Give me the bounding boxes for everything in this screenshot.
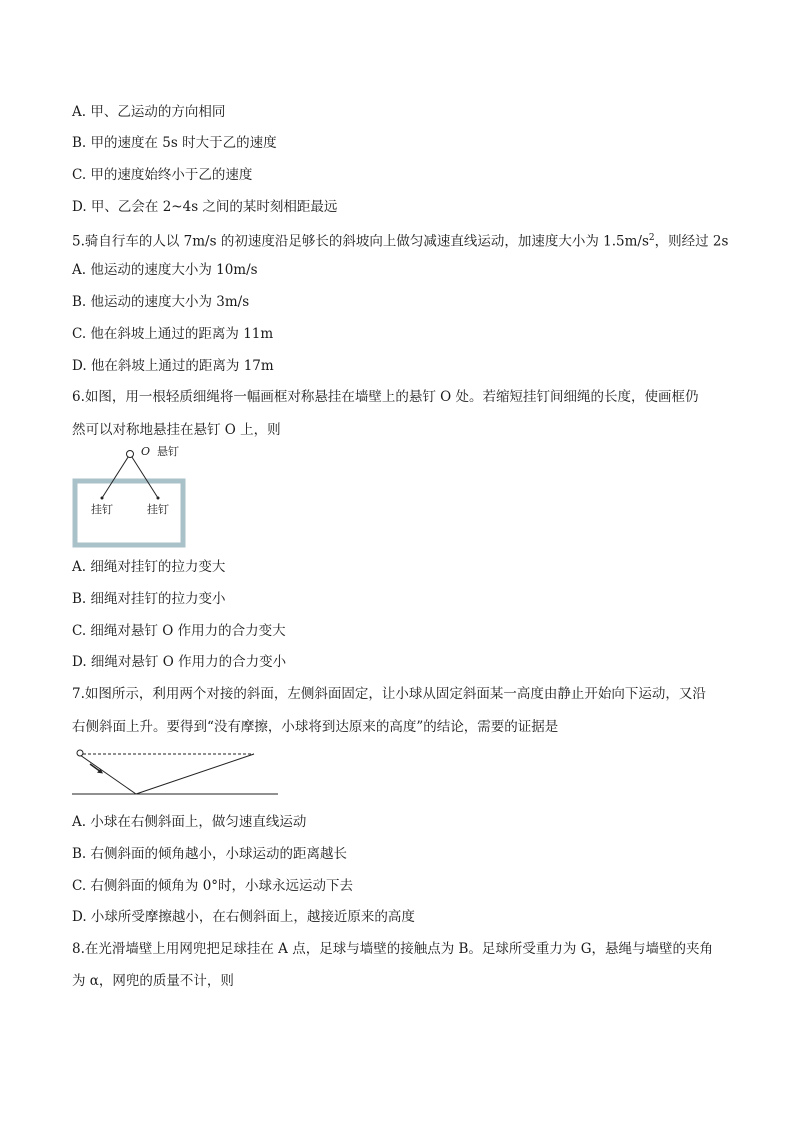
q6-stem-line2: 然可以对称地悬挂在悬钉 O 上，则 — [72, 422, 281, 438]
right-slope — [136, 754, 254, 794]
string-right — [130, 454, 158, 498]
q4-option-c: C. 甲的速度始终小于乙的速度 — [72, 167, 253, 183]
q4-option-a: A. 甲、乙运动的方向相同 — [72, 104, 226, 120]
q7-option-a: A. 小球在右侧斜面上，做匀速直线运动 — [72, 814, 307, 830]
hook-nail-o — [127, 451, 134, 458]
q6-option-c: C. 细绳对悬钉 O 作用力的合力变大 — [72, 623, 286, 639]
q7-stem-line1: 7.如图所示，利用两个对接的斜面，左侧斜面固定，让小球从固定斜面某一高度由静止开始向下运动，又沿 — [72, 686, 706, 702]
string-left — [102, 454, 130, 498]
label-hook: 悬钉 — [157, 445, 179, 458]
q6-picture-frame-figure — [70, 444, 190, 552]
ball — [77, 750, 83, 756]
q4-option-b: B. 甲的速度在 5s 时大于乙的速度 — [72, 135, 277, 151]
q5-stem — [72, 229, 728, 251]
q5-stem-tail: ，则经过 2s — [654, 233, 729, 250]
peg-right — [157, 497, 160, 500]
peg-left — [101, 497, 104, 500]
q7-option-b: B. 右侧斜面的倾角越小，小球运动的距离越长 — [72, 846, 348, 862]
q4-option-d: D. 甲、乙会在 2~4s 之间的某时刻相距最远 — [72, 199, 338, 215]
label-peg-left: 挂钉 — [91, 503, 113, 516]
label-o: O — [141, 445, 151, 458]
q5-option-a: A. 他运动的速度大小为 10m/s — [72, 262, 258, 278]
q5-option-d: D. 他在斜坡上通过的距离为 17m — [72, 358, 274, 374]
q8-stem-line1: 8.在光滑墙壁上用网兜把足球挂在 A 点，足球与墙壁的接触点为 B。足球所受重力为 G，悬绳与墙壁的夹角 — [72, 941, 713, 957]
q7-option-d: D. 小球所受摩擦越小，在右侧斜面上，越接近原来的高度 — [72, 909, 415, 925]
q7-stem-line2: 右侧斜面上升。要得到“没有摩擦，小球将到达原来的高度”的结论，需要的证据是 — [72, 719, 559, 735]
q6-option-b: B. 细绳对挂钉的拉力变小 — [72, 591, 226, 607]
q7-inclined-planes-figure — [70, 744, 284, 798]
q8-stem-line2: 为 α，网兜的质量不计，则 — [72, 973, 234, 989]
label-peg-right: 挂钉 — [147, 503, 169, 516]
q7-option-c: C. 右侧斜面的倾角为 0°时，小球永远运动下去 — [72, 878, 354, 894]
q5-option-c: C. 他在斜坡上通过的距离为 11m — [72, 326, 274, 342]
q6-option-d: D. 细绳对悬钉 O 作用力的合力变小 — [72, 654, 287, 670]
q6-stem-line1: 6.如图，用一根轻质细绳将一幅画框对称悬挂在墙壁上的悬钉 O 处。若缩短挂钉间细绳的长度，使画框仍 — [72, 389, 699, 405]
q6-option-a: A. 细绳对挂钉的拉力变大 — [72, 559, 226, 575]
left-slope — [80, 755, 136, 794]
q5-option-b: B. 他运动的速度大小为 3m/s — [72, 294, 250, 310]
q5-stem-main: 5.骑自行车的人以 7m/s 的初速度沿足够长的斜坡向上做匀减速直线运动，加速度大小为 1.5m/s — [72, 233, 649, 250]
q5-stem-sup: 2 — [648, 233, 655, 243]
